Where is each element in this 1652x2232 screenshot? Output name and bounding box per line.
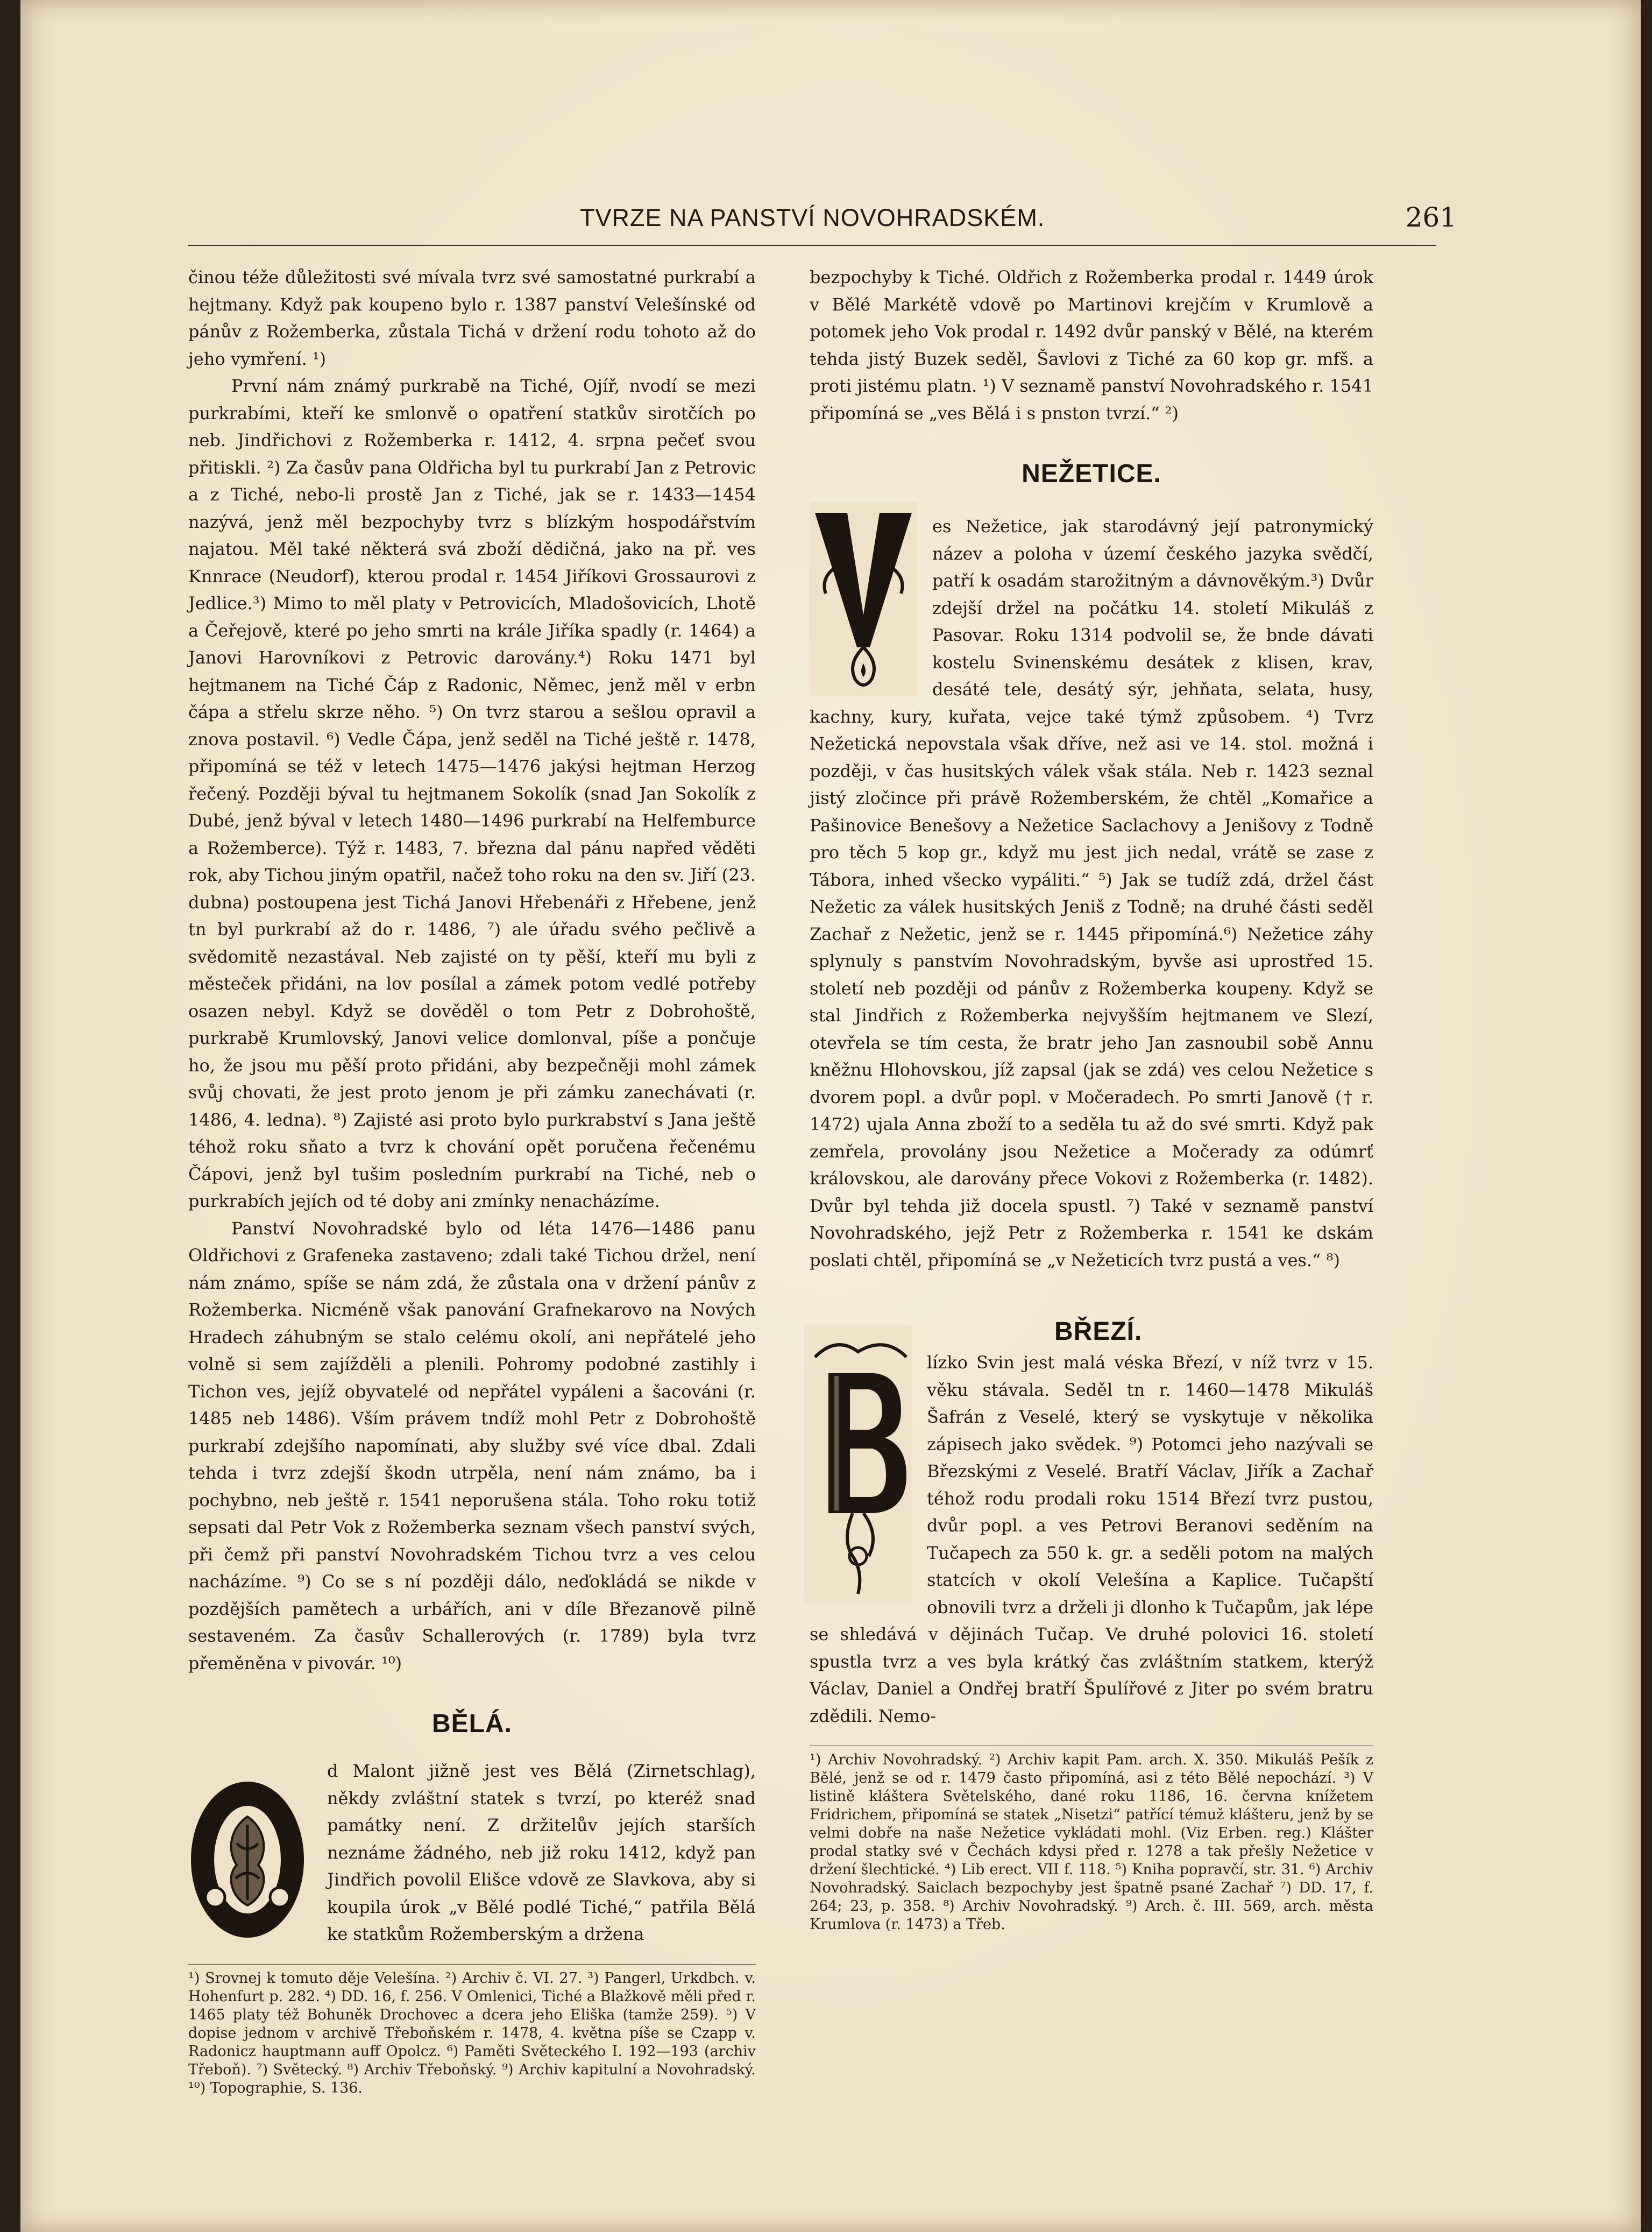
section-heading-bela xyxy=(188,1709,756,1747)
header-rule xyxy=(188,245,1436,246)
running-title: TVRZE NA PANSTVÍ NOVOHRADSKÉM. xyxy=(580,204,1045,231)
bela-heading: BĚLÁ. xyxy=(432,1710,512,1738)
right-paragraph-1: bezpochyby k Tiché. Oldřich z Rožemberka prodal r. 1449 úrok v Bělé Markétě vdově po Martinovi krejčím v Krumlově a potomek jeho Vok prodal r. 1492 dvůr panský v Bělé, na kterém tehda jistý Buzek seděl, Šavlovi z Tiché za 60 kop gr. mfš. a proti jistému platn. ¹) V seznamě panství Novohradského r. 1541 připomíná se „ves Bělá i s pnston tvrzí.“ ²) xyxy=(810,267,1373,423)
left-paragraph-1: činou téže důležitosti své mívala tvrz své samostatné purkrabí a hejtmany. Když pak koupeno bylo r. 1387 panství Velešínské od pánův z Rožemberka, zůstala Tichá v držení rodu tohoto až do jeho vymření. ¹) xyxy=(188,267,756,369)
initial-o-ornament-icon xyxy=(183,1774,312,1946)
page-number: 261 xyxy=(1405,202,1457,233)
left-paragraph-2: První nám známý purkrabě na Tiché, Ojíř, nvodí se mezi purkrabími, kteří ke smlonvě o opatření statkův sirotčích po neb. Jindřichovi z Rožemberka r. 1412, 4. srpna pečeť svou přitiskli. ²) Za časův pana Oldřicha byl tu purkrabí Jan z Petrovic a z Tiché, nebo-li prostě Jan z Tiché, jak se r. 1433—1454 nazývá, jenž měl bezpochyby tvrz s blízkým hospodářstvím najatou. Měl také některá svá zboží dědičná, jako na př. ves Knnrace (Neudorf), kterou prodal r. 1454 Jiříkovi Grossaurovi z Jedlice.³) Mimo to měl platy v Petrovicích, Mladošovicích, Lhotě a Čeřejově, které po jeho smrti na krále Jiříka spadly (r. 1464) a Janovi Harovníkovi z Petrovic darovány.⁴) Roku 1471 byl hejtmanem na Tiché Čáp z Radonic, Němec, jenž měl v erbn čápa a střelu skrze něho. ⁵) On tvrz starou a sešlou opravil a znova postavil. ⁶) Vedle Čápa, jenž seděl na Tiché ještě r. 1478, připomíná se též v letech 1475—1476 jakýsi hejtman Herzog řečený. Později býval tu hejtmanem Sokolík (snad Jan Sokolík z Dubé, jenž býval v letech 1480—1496 purkrabí na Helfemburce a Rožemberce). Týž r. 1483, 7. března dal pánu napřed věděti rok, aby Tichou jiným opatřil, načež toho roku na den sv. Jiří (23. dubna) postoupena jest Tichá Janovi Hřebenáři z Hřebene, jenž tn byl purkrabí až do r. 1486, ⁷) ale úřadu svého pečlivě a svědomitě nezastával. Neb zajisté on ty pěší, kteří mu byli z městeček přidáni, na lov posílal a zámek potom vedlé potřeby osazen nebyl. Když se dověděl o tom Petr z Dobrohoště, purkrabě Krumlovský, Janovi velice domlonval, píše a pončuje ho, že jsou mu pěší proto přidáni, aby bezpečněji mohl zámek svůj chovati, že jest proto jenom je při zámku zanechávati (r. 1486, 4. ledna). ⁸) Zajisté asi proto bylo purkrabství s Jana ještě téhož roku sňato a tvrz k chování opět poručena řečenému Čápovi, jenž byl tušim posledním purkrabí na Tiché, neb o purkrabích jejích od té doby ani zmínky nenacházíme. xyxy=(188,376,756,1211)
footnotes-left: ¹) Srovnej k tomuto děje Velešína. ²) Archiv č. VI. 27. ³) Pangerl, Urkdbch. v. Hohenfurt p. 282. ⁴) DD. 16, f. 256. V Omlenici, Tiché a Blažkově měli před r. 1465 platy též Bohuněk Drochovec a dcera jeho Eliška (tamže 259). ⁵) V dopise jednom v archivě Třeboňském r. 1478, 4. května píše se Czapp v. Radonicz hauptmann auff Opolcz. ⁶) Paměti Světeckého I. 192—193 (archiv Třeboň). ⁷) Světecký. ⁸) Archiv Třeboňský. ⁹) Archiv kapitulní a Novohradský. ¹⁰) Topographie, S. 136. xyxy=(188,1970,756,2096)
nezetice-section xyxy=(810,513,1373,1274)
bela-section xyxy=(188,1757,756,1948)
right-column xyxy=(810,264,1373,427)
footnotes-right: ¹) Archiv Novohradský. ²) Archiv kapit Pam. arch. X. 350. Mikuláš Pešík z Bělé, jenž se od r. 1479 často připomíná, asi z této Bělé nepochází. ³) V listině kláštera Světelského, dané roku 1186, 16. června knížetem Fridrichem, připomíná se statek „Nisetzi“ patřící témuž klášteru, jenž by se velmi dobře na naše Nežetice vykládati mohl. (Viz Erben. reg.) Klášter prodal statky své v Čechách kdysi před r. 1278 a tak přešly Nežetice v držení šlechtické. ⁴) Lib erect. VII f. 118. ⁵) Kniha popravčí, str. 31. ⁶) Archiv Novohradský. Saiclach bezpochyby jest špatně psané Zachař ⁷) DD. 17, f. 264; 23, p. 358. ⁸) Archiv Novohradský. ⁹) Arch. č. III. 569, arch. města Krumlova (r. 1473) a Třeb. xyxy=(810,1751,1373,1933)
initial-b-ornament-icon xyxy=(804,1325,912,1605)
nezetice-heading: NEŽETICE. xyxy=(1022,460,1161,488)
nezetice-text: es Nežetice, jak starodávný její patronymický název a poloha v území českého jazyka svědčí, patří k osadám starožitným a dávnověkým.³) Dvůr zdejší držel na počátku 14. století Mikuláš z Pasovar. Roku 1314 podvolil se, že bnde dávati kostelu Svinenskému desátek z klisen, krav, desáté tele, desátý sýr, jehňata, selata, husy, kachny, kury, kuřata, vejce také týmž způsobem. ⁴) Tvrz Nežetická nepovstala však dříve, než asi ve 14. stol. možná i později, v čas husitských válek však stála. Neb r. 1423 seznal jistý zločince při právě Rožemberském, že chtěl „Komařice a Pašinovice Benešovy a Nežetice Saclachovy a Jenišovy z Todně pro těch 5 kop gr., když mu jest jich nedal, vrátě se zase z Tábora, inhed všecko vypáliti.“ ⁵) Jak se tudíž zdá, držel část Nežetic za válek husitských Jeniš z Todně; na druhé části seděl Zachař z Nežetic, jenž se r. 1445 připomíná.⁶) Nežetice záhy splynuly s panstvím Novohradským, byvše asi uprostřed 15. století neb později od pánův z Rožemberka koupeny. Když se stal Jindřich z Rožemberka nejvyšším hejtmanem ve Slezí, otevřela se tím cesta, že bratr jeho Jan zasnoubil sobě Annu kněžnu Hlohovskou, jíž zapsal (jak se zdá) ves celou Nežetice s dvorem popl. a dvůr popl. v Močeradech. Po smrti Janově († r. 1472) ujala Anna zboží to a seděla tu až do své smrti. Když pak zemřela, provolány jsou Nežetice a Močerady za odúmrť královskou, ale darovány přece Vokovi z Rožemberka (r. 1482). Dvůr byl tehda již docela spustl. ⁷) Také v seznamě panství Novohradského, jejž Petr z Rožemberka r. 1541 ke dskám poslati chtěl, připomíná se „v Nežeticích tvrz pustá a ves.“ ⁸) xyxy=(810,516,1373,1270)
running-header xyxy=(209,202,1457,239)
bela-text: d Malont jižně jest ves Bělá (Zirnetschlag), někdy zvláštní statek s tvrzí, po kteréž snad památky není. Z držitelův jejích starších neznáme žádného, neb již roku 1412, když pan Jindřich povolil Elišce vdově ze Slavkova, aby si koupila úrok „v Bělé podlé Tiché,“ patřila Bělá ke statkům Rožemberským a držena xyxy=(327,1761,756,1944)
brezi-heading: BŘEZÍ. xyxy=(1054,1317,1143,1346)
brezi-section xyxy=(810,1349,1373,1729)
section-heading-brezi xyxy=(1054,1317,1142,1346)
footnote-rule-left xyxy=(188,1964,756,1965)
brezi-text: lízko Svin jest malá véska Březí, v níž tvrz v 15. věku stávala. Seděl tn r. 1460—1478 Mikuláš Šafrán z Veselé, který se vyskytuje v několika zápisech jako svědek. ⁹) Potomci jeho nazývali se Březskými z Veselé. Bratří Václav, Jiřík a Zachař téhož rodu prodali roku 1514 Březí tvrz pustou, dvůr popl. a ves Petrovi Beranovi seděním na Tučapech za 550 k. gr. a seděli potom na malých statcích v okolí Velešína a Kaplice. Tučapští obnovili tvrz a drželi ji dlonho k Tučapům, jak lépe se shledává v dějinách Tučap. Ve druhé polovici 16. století spustla tvrz a ves byla krátký čas zvláštním statkem, kterýž Václav, Daniel a Ondřej bratří Špulířové z Jiter po svém bratru zdědili. Nemo- xyxy=(810,1352,1373,1726)
left-column xyxy=(188,264,756,1677)
initial-v-ornament-icon xyxy=(810,502,917,696)
section-heading-nezetice xyxy=(810,459,1373,489)
left-paragraph-3: Panství Novohradské bylo od léta 1476—1486 panu Oldřichovi z Grafeneka zastaveno; zdali také Tichou držel, není nám známo, spíše se nám zdá, že zůstala ona v držení pánův z Rožemberka. Nicméně však panování Grafnekarovo na Nových Hradech záhubným se stalo celému okolí, ani nepřátelé jeho volně si sem zajížděli a plenili. Pohromy podobné zastihly i Tichon ves, jejíž obyvatelé od nepřátel vypáleni a šacováni (r. 1485 neb 1486). Vším právem tndíž mohl Petr z Dobrohoště purkrabí zdejšího napomínati, aby služby své více dbal. Zdali tehda i tvrz zdejší škodn utrpěla, není nám známo, ba i pochybno, neb ještě r. 1541 neporušena stála. Toho roku totiž sepsati dal Petr Vok z Rožemberka seznam všech panství svých, při čemž při panství Novohradském Tichou tvrz a ves celou nacházíme. ⁹) Co se s ní později dálo, neďokládá se nikde v pozdějších pamětech a urbářích, ani v díle Březanově pilně sestaveném. Za časův Schallerových (r. 1789) byla tvrz přeměněna v pivovár. ¹⁰) xyxy=(188,1218,756,1673)
